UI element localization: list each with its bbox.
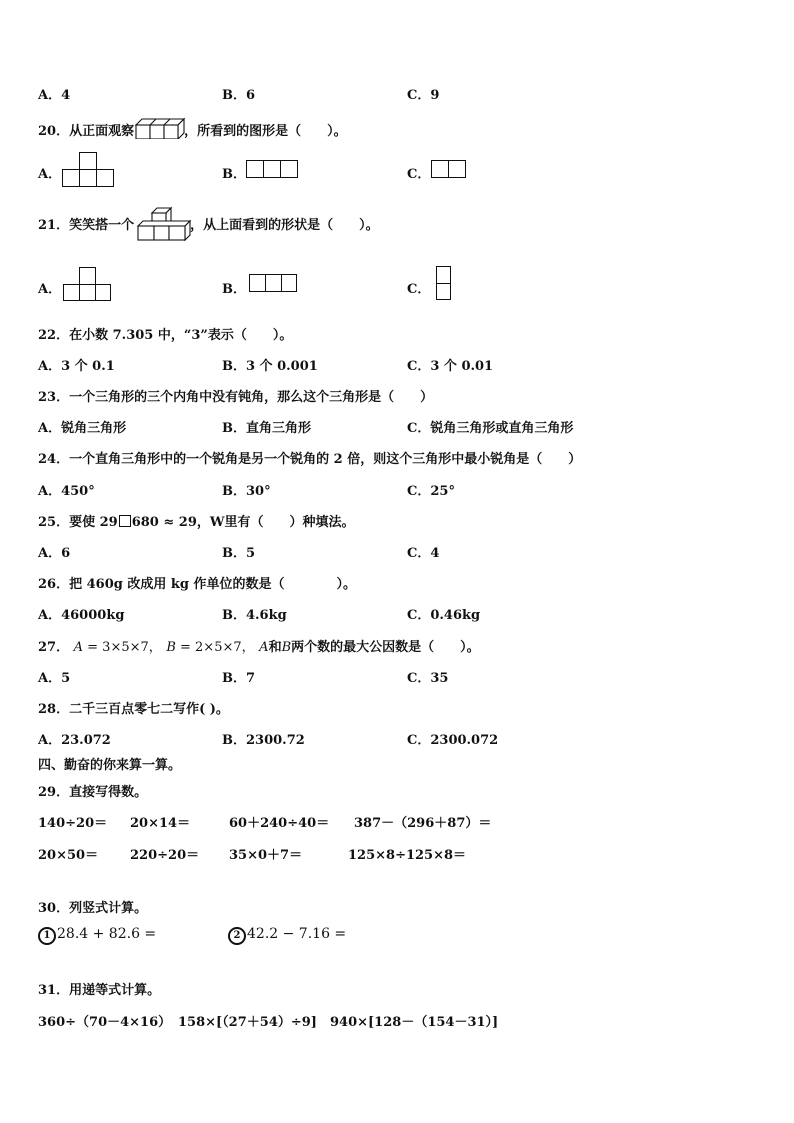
q25-option-c: C．4 (407, 546, 440, 561)
q27-option-a: A．5 (38, 671, 71, 686)
q30-circled-number-2: 2 (228, 927, 246, 945)
q26-option-a: A．46000kg (38, 608, 125, 623)
q27-expr-a: = 3×5×7， (83, 640, 162, 655)
section-4-heading: 四、勤奋的你来算一算。 (38, 758, 182, 773)
q27-and: 和 (268, 640, 282, 655)
q26-option-c: C．0.46kg (407, 608, 481, 623)
q19-option-b: B．6 (222, 88, 256, 103)
q27-var-a-ref: A (259, 640, 269, 655)
q28-option-a: A．23.072 (38, 733, 111, 748)
q25-option-b: B．5 (222, 546, 256, 561)
q27-var-a: A (73, 640, 84, 655)
q20-option-c: C． (407, 167, 431, 182)
q30-expr-2: 42.2 − 7.16 = (247, 926, 347, 942)
q20-cube-figure (134, 115, 186, 139)
q25-stem (38, 511, 355, 530)
q27-tail: 两个数的最大公因数是（ ）。 (291, 640, 480, 655)
q20-suffix: ，所看到的图形是（ ）。 (184, 124, 347, 139)
q25-stem-part2: 680 ≈ 29，W里有（ ）种填法。 (131, 515, 355, 530)
q24-option-b: B．30° (222, 484, 271, 499)
q20-option-a-shape (62, 152, 114, 186)
q21-stem (38, 214, 379, 233)
q19-option-c: C．9 (407, 88, 440, 103)
q25-stem-part1: 25．要使 29 (38, 515, 118, 530)
q28-option-c: C．2300.072 (407, 733, 499, 748)
q24-stem: 24．一个直角三角形中的一个锐角是另一个锐角的 2 倍，则这个三角形中最小锐角是（ ） (38, 452, 582, 467)
q23-option-c: C．锐角三角形或直角三角形 (407, 421, 574, 436)
q31-expression: 360÷（70－4×16） (38, 1015, 172, 1030)
q27-stem (38, 636, 480, 655)
q31-expression: 940×[128－（154－31）] (330, 1015, 499, 1030)
q29-item: 140÷20＝ (38, 816, 108, 831)
q30-problem-2 (228, 926, 346, 945)
q21-option-b-shape (249, 274, 297, 292)
q21-option-c: C． (407, 282, 431, 297)
q24-option-a: A．450° (38, 484, 95, 499)
q21-suffix: ，从上面看到的形状是（ ）。 (190, 218, 379, 233)
q21-prefix: 21．笑笑搭一个 (38, 218, 135, 233)
q20-option-b: B． (222, 167, 246, 182)
q29-item: 387－（296＋87）＝ (354, 816, 492, 831)
q21-cube-figure (136, 203, 192, 243)
q20-stem (38, 120, 347, 139)
q27-option-c: C．35 (407, 671, 449, 686)
q19-option-a: A．4 (38, 88, 71, 103)
q27-number: 27． (38, 640, 70, 655)
q29-item: 125×8÷125×8＝ (348, 848, 467, 863)
q31-stem: 31．用递等式计算。 (38, 983, 161, 998)
q29-stem: 29．直接写得数。 (38, 785, 148, 800)
q30-expr-1: 28.4 + 82.6 = (57, 926, 157, 942)
q29-item: 220÷20＝ (130, 848, 200, 863)
q22-option-c: C．3 个 0.01 (407, 359, 494, 374)
q21-option-a: A． (38, 282, 62, 297)
q22-stem: 22．在小数 7.305 中，“3”表示（ ）。 (38, 328, 293, 343)
q21-option-b: B． (222, 282, 246, 297)
q20-prefix: 20．从正面观察 (38, 124, 135, 139)
q29-item: 35×0＋7＝ (229, 848, 303, 863)
q21-option-a-shape (63, 267, 111, 301)
q20-option-b-shape (246, 160, 298, 178)
q29-item: 20×14＝ (130, 816, 191, 831)
q30-problem-1 (38, 926, 156, 945)
q22-option-a: A．3 个 0.1 (38, 359, 115, 374)
q20-option-c-shape (431, 160, 466, 178)
q27-expr-b: = 2×5×7， (175, 640, 255, 655)
q21-option-c-shape (436, 266, 451, 300)
q30-stem: 30．列竖式计算。 (38, 901, 148, 916)
q24-option-c: C．25° (407, 484, 455, 499)
q29-item: 20×50＝ (38, 848, 99, 863)
q27-var-b-ref: B (281, 640, 292, 655)
q23-stem: 23．一个三角形的三个内角中没有钝角，那么这个三角形是（ ） (38, 390, 434, 405)
q31-expression: 158×[（27＋54）÷9] (178, 1015, 317, 1030)
q20-option-a: A． (38, 167, 62, 182)
q28-stem: 28．二千三百点零七二写作( )。 (38, 702, 229, 717)
q28-option-b: B．2300.72 (222, 733, 305, 748)
q23-option-b: B．直角三角形 (222, 421, 311, 436)
q30-circled-number-1: 1 (38, 927, 56, 945)
q29-item: 60＋240÷40＝ (229, 816, 330, 831)
q26-option-b: B．4.6kg (222, 608, 287, 623)
q25-option-a: A．6 (38, 546, 71, 561)
q25-blank-box (119, 515, 131, 527)
q23-option-a: A．锐角三角形 (38, 421, 127, 436)
q26-stem: 26．把 460g 改成用 kg 作单位的数是（ ）。 (38, 577, 357, 592)
q27-var-b: B (166, 640, 176, 655)
q22-option-b: B．3 个 0.001 (222, 359, 318, 374)
q27-option-b: B．7 (222, 671, 256, 686)
